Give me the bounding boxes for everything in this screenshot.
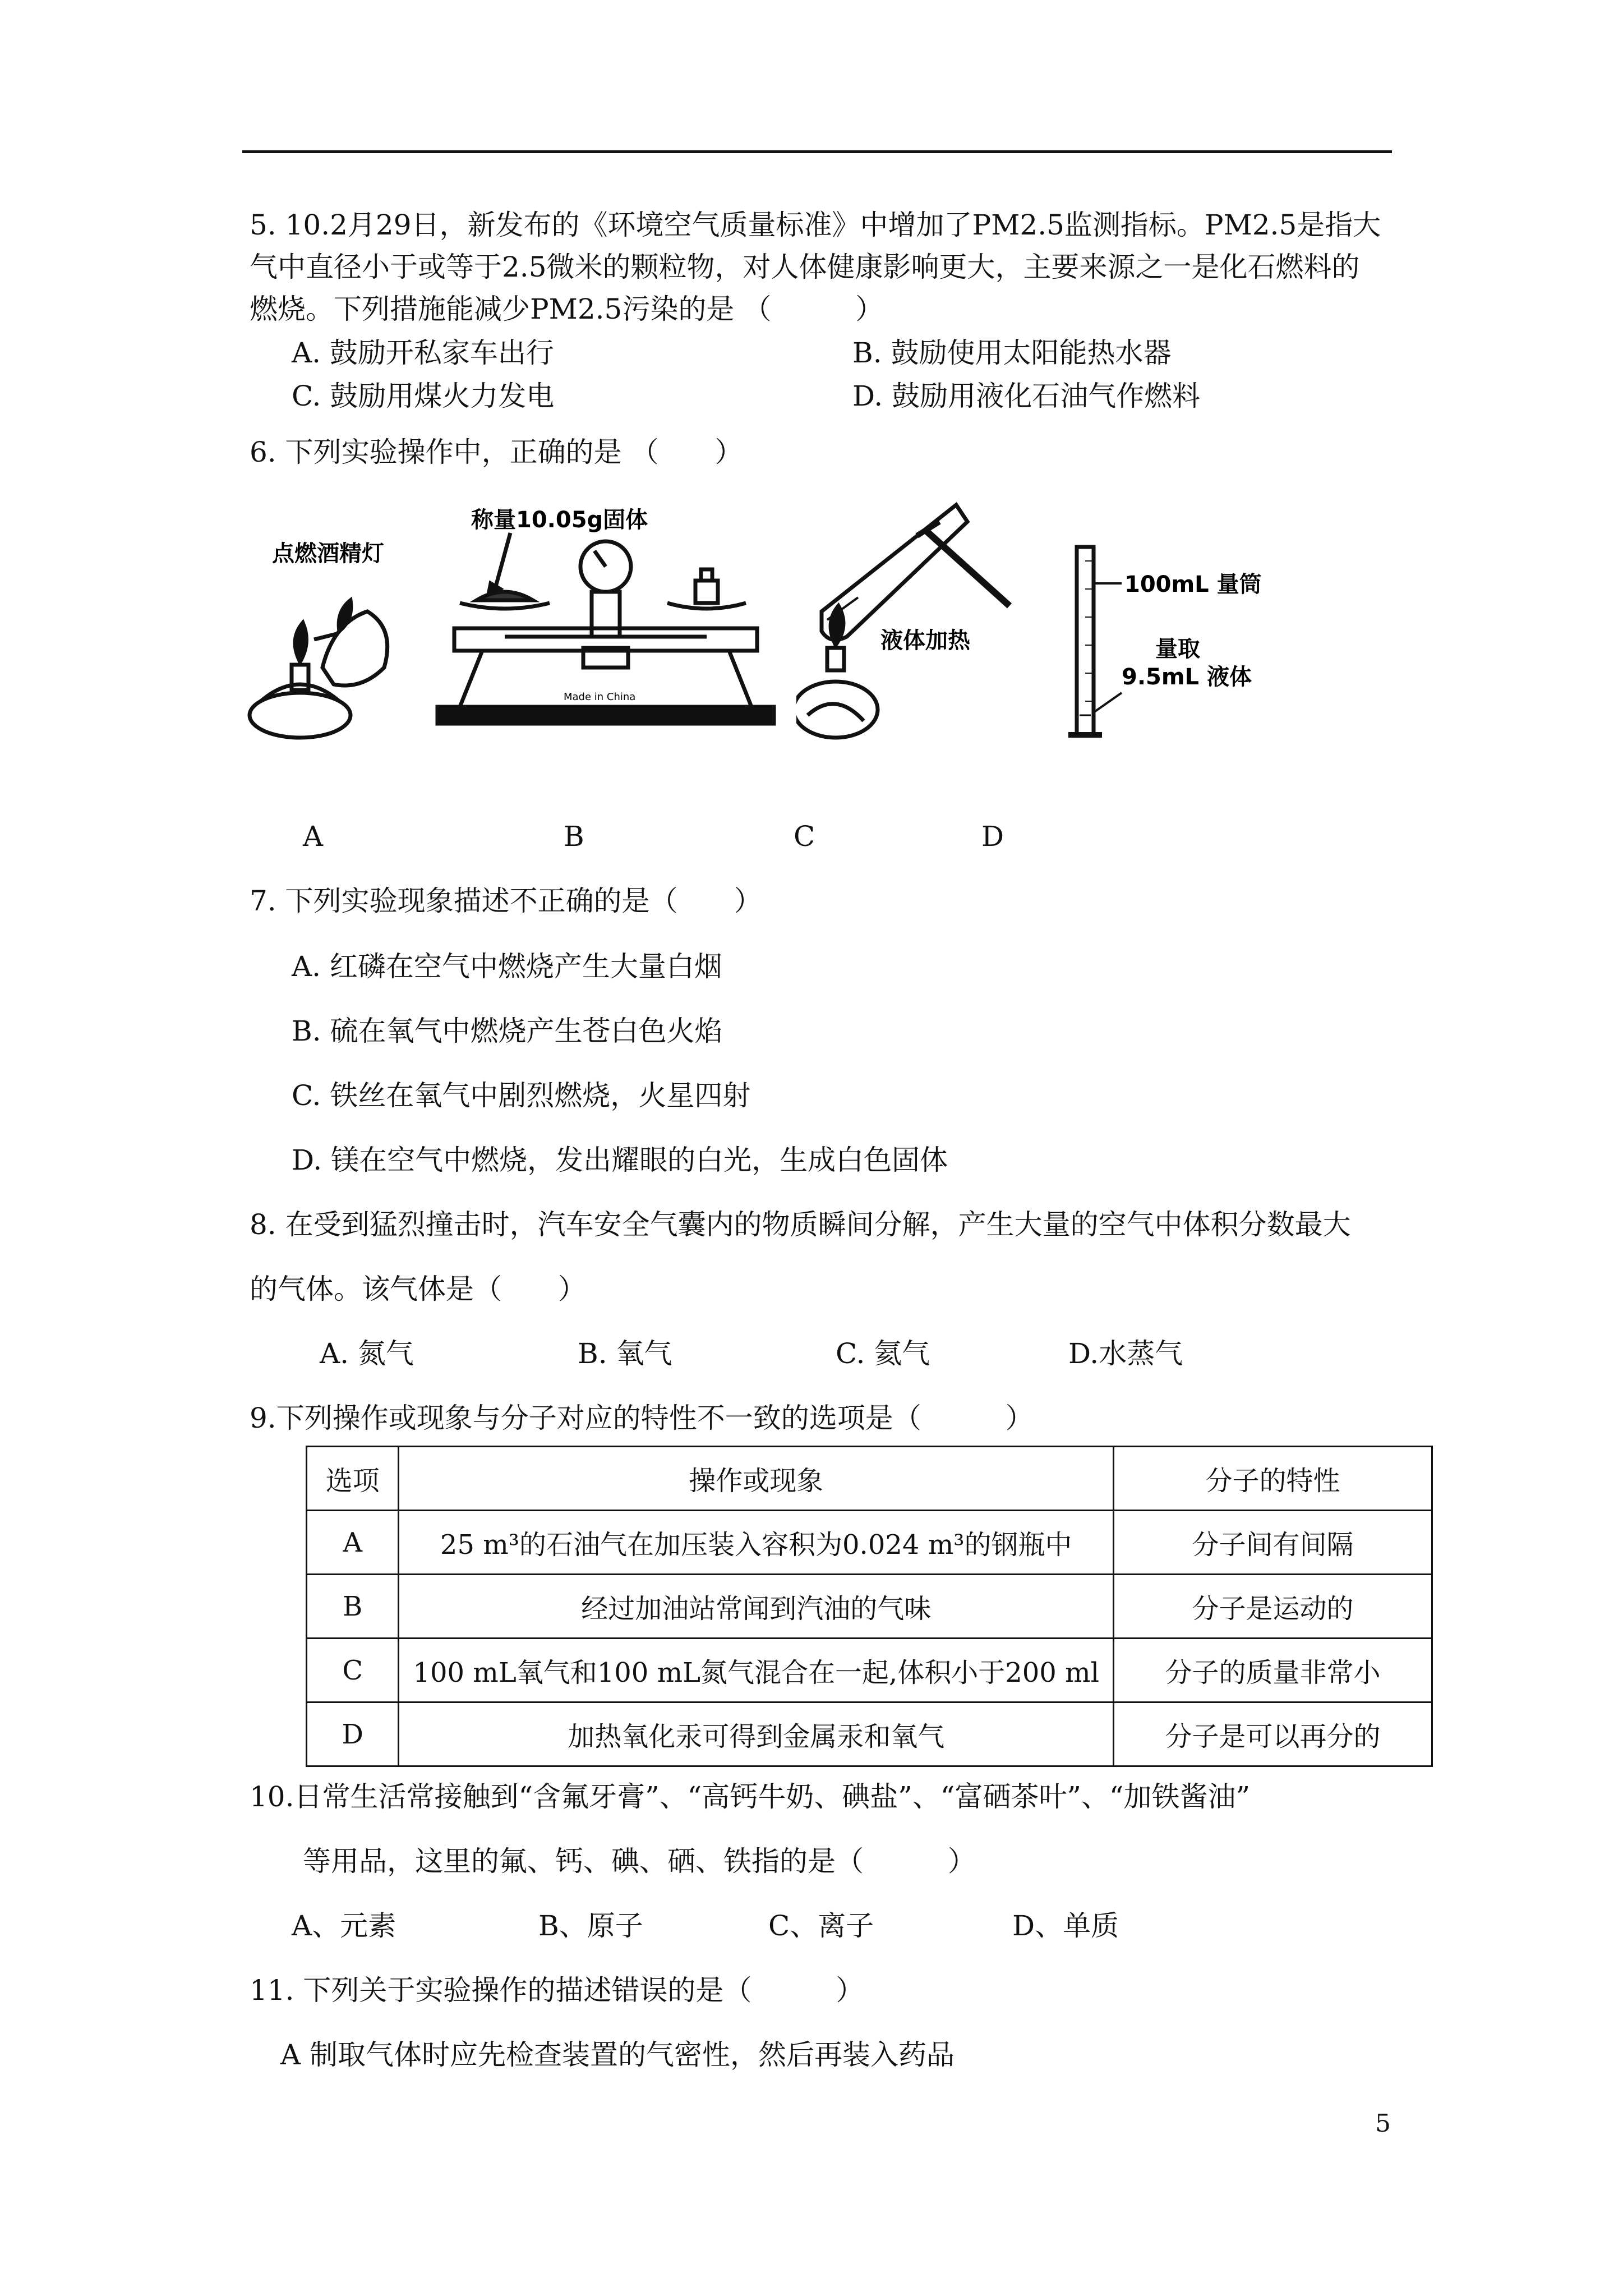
q5-option-b: B. 鼓励使用太阳能热水器 [852, 337, 1172, 369]
table-cell: C [307, 1639, 399, 1703]
figure-a-label: 点燃酒精灯 [272, 541, 384, 567]
figure-a-alcohol-lamp [238, 499, 407, 746]
table-cell: 加热氧化汞可得到金属汞和氧气 [399, 1703, 1114, 1766]
table-cell: 分子的质量非常小 [1114, 1639, 1432, 1703]
lamp-body-upper [322, 611, 388, 685]
q7-option-a: A. 红磷在空气中燃烧产生大量白烟 [292, 950, 722, 983]
table-cell: B [307, 1575, 399, 1639]
q8-option-d: D.水蒸气 [1068, 1337, 1183, 1370]
page-number: 5 [1375, 2109, 1391, 2138]
q8-option-c: C. 氦气 [836, 1337, 930, 1370]
flame-lower [295, 623, 306, 662]
table-row [307, 1639, 1432, 1703]
figure-c-label: 液体加热 [880, 628, 970, 654]
figure-letter-c: C [794, 820, 815, 853]
q5-line1: 5. 10.2月29日，新发布的《环境空气质量标准》中增加了PM2.5监测指标。PM2.5是指大 [250, 209, 1381, 241]
q7-option-d: D. 镁在空气中燃烧，发出耀眼的白光，生成白色固体 [292, 1144, 948, 1176]
figure-letter-a: A [303, 820, 324, 853]
table-header-cell: 操作或现象 [399, 1447, 1114, 1511]
weight-knob [701, 569, 712, 581]
q5-option-a: A. 鼓励开私家车出行 [292, 337, 554, 369]
q9-table [306, 1446, 1433, 1767]
tube-holder [925, 530, 1009, 606]
lamp-neck [827, 648, 844, 670]
figure-b-balance [426, 499, 785, 746]
q7-stem: 7. 下列实验现象描述不正确的是（ ） [250, 885, 762, 917]
q5-line3: 燃烧。下列措施能减少PM2.5污染的是 （ ） [250, 293, 884, 325]
cylinder-body [1077, 547, 1094, 735]
figure-d-label-1: 100mL 量筒 [1124, 572, 1262, 597]
q10-line1: 10.日常生活常接触到“含氟牙膏”、“高钙牛奶、碘盐”、“富硒茶叶”、“加铁酱油” [250, 1780, 1251, 1813]
figure-d-cylinder [1060, 499, 1295, 746]
table-cell: 分子间有间隔 [1114, 1511, 1432, 1575]
q10-line2: 等用品，这里的氟、钙、碘、硒、铁指的是（ ） [303, 1845, 976, 1878]
q10-option-b: B、原子 [538, 1910, 643, 1942]
solid-pile [477, 592, 533, 600]
q9-stem: 9.下列操作或现象与分子对应的特性不一致的选项是（ ） [250, 1402, 1034, 1434]
q5-line2: 气中直径小于或等于2.5微米的颗粒物，对人体健康影响更大，主要来源之一是化石燃料的 [250, 251, 1360, 283]
q10-option-d: D、单质 [1012, 1910, 1119, 1942]
q10-option-c: C、离子 [768, 1910, 874, 1942]
figure-d-label-2: 量取 [1155, 636, 1200, 662]
q5-option-d: D. 鼓励用液化石油气作燃料 [852, 380, 1201, 412]
header-rule [242, 150, 1392, 153]
table-cell: 分子是运动的 [1114, 1575, 1432, 1639]
table-row [307, 1575, 1432, 1639]
table-cell: 分子是可以再分的 [1114, 1703, 1432, 1766]
lamp-wick-curve [808, 704, 864, 721]
q11-stem: 11. 下列关于实验操作的描述错误的是（ ） [250, 1974, 864, 2007]
table-row [307, 1703, 1432, 1766]
figure-letter-d: D [981, 820, 1004, 853]
leader-line-bottom [1094, 693, 1122, 712]
q7-option-b: B. 硫在氧气中燃烧产生苍白色火焰 [292, 1015, 723, 1047]
table-row [307, 1511, 1432, 1575]
q7-option-c: C. 铁丝在氧气中剧烈燃烧，火星四射 [292, 1079, 751, 1112]
figure-d-label-3: 9.5mL 液体 [1122, 664, 1252, 690]
table-header-cell: 分子的特性 [1114, 1447, 1432, 1511]
table-cell: 25 m³的石油气在加压装入容积为0.024 m³的钢瓶中 [399, 1511, 1114, 1575]
figure-b-small-text: Made in China [564, 691, 636, 703]
table-cell: A [307, 1511, 399, 1575]
figure-c-heating [796, 499, 1021, 746]
q8-line1: 8. 在受到猛烈撞击时，汽车安全气囊内的物质瞬间分解，产生大量的空气中体积分数最大 [250, 1208, 1351, 1241]
flame-upper [339, 600, 351, 631]
table-cell: D [307, 1703, 399, 1766]
q10-option-a: A、元素 [292, 1910, 396, 1942]
figure-b-label: 称量10.05g固体 [471, 507, 648, 533]
weight [695, 581, 718, 603]
table-header-row [307, 1447, 1432, 1511]
base-plate [437, 707, 774, 724]
figure-letter-b: B [564, 820, 584, 853]
lamp-body [796, 682, 878, 738]
left-pan [460, 603, 550, 609]
table-cell: 100 mL氧气和100 mL氮气混合在一起,体积小于200 ml [399, 1639, 1114, 1703]
q8-line2: 的气体。该气体是（ ） [250, 1273, 586, 1305]
table-header-cell: 选项 [307, 1447, 399, 1511]
table-cell: 经过加油站常闻到汽油的气味 [399, 1575, 1114, 1639]
q8-option-a: A. 氮气 [320, 1337, 414, 1370]
q8-option-b: B. 氧气 [578, 1337, 672, 1370]
q11-option-a: A 制取气体时应先检查装置的气密性，然后再装入药品 [280, 2039, 955, 2071]
dial-needle [594, 551, 606, 567]
q5-option-c: C. 鼓励用煤火力发电 [292, 380, 555, 412]
q6-stem: 6. 下列实验操作中，正确的是 （ ） [250, 436, 743, 468]
